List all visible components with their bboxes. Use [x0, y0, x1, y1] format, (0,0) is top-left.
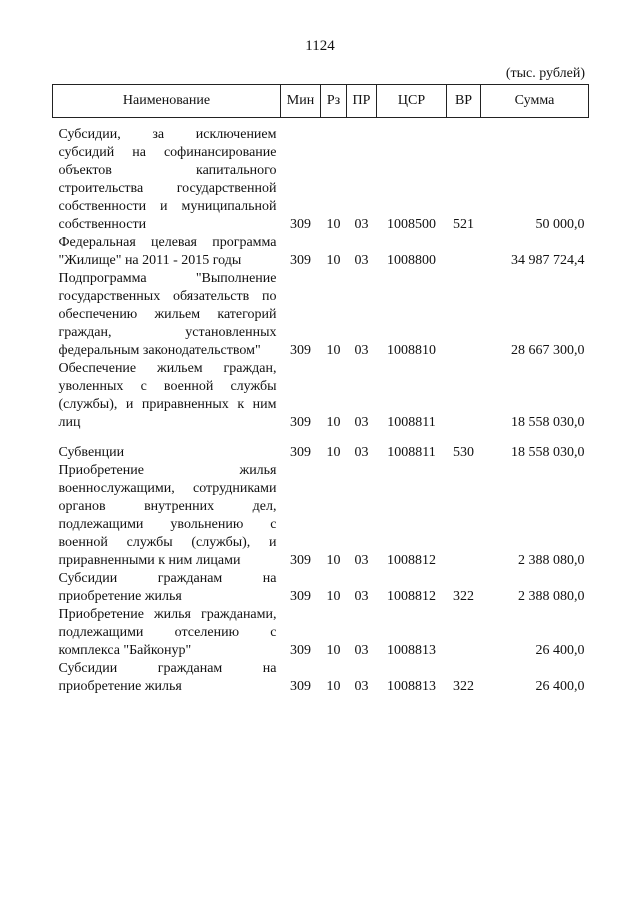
- cell-sum: 2 388 080,0: [518, 589, 585, 604]
- cell-min: 309: [290, 343, 311, 358]
- cell-pr: 03: [354, 445, 369, 460]
- header-min: Мин: [281, 85, 321, 118]
- cell-min: 309: [290, 589, 311, 604]
- cell-vr: 322: [453, 679, 474, 694]
- header-vr: ВР: [447, 85, 481, 118]
- cell-pr: 03: [354, 553, 369, 568]
- cell-csr: 1008810: [387, 343, 436, 358]
- cell-sum: 34 987 724,4: [511, 253, 585, 268]
- table-row: [53, 432, 589, 462]
- cell-name: Субвенции: [58, 445, 125, 460]
- header-rz: Рз: [321, 85, 347, 118]
- cell-vr: 530: [453, 445, 474, 460]
- cell-name: Субсидии, за исключением субсидий на софинансирование объектов капитального строительства государственной собственности и муниципальной собственности: [58, 127, 277, 232]
- cell-pr: 03: [354, 253, 369, 268]
- cell-pr: 03: [354, 589, 369, 604]
- cell-name: Приобретение жилья гражданами, подлежащими отселению с комплекса "Байконур": [58, 607, 277, 658]
- cell-sum: 2 388 080,0: [518, 553, 585, 568]
- cell-name: Обеспечение жильем граждан, уволенных с военной службы (службы), и приравненных к ним лиц: [58, 361, 277, 430]
- cell-csr: 1008812: [387, 553, 436, 568]
- cell-sum: 50 000,0: [535, 217, 585, 232]
- cell-vr: [447, 360, 481, 432]
- table-header-row: [53, 85, 589, 118]
- cell-csr: 1008800: [387, 253, 436, 268]
- table-row: [53, 606, 589, 660]
- cell-rz: 10: [326, 217, 341, 232]
- table-row: [53, 660, 589, 696]
- cell-sum: 28 667 300,0: [511, 343, 585, 358]
- cell-vr: [447, 606, 481, 660]
- cell-rz: 10: [326, 415, 341, 430]
- table-row: [53, 270, 589, 360]
- table-row: [53, 360, 589, 432]
- header-csr: ЦСР: [377, 85, 447, 118]
- cell-csr: 1008811: [387, 445, 436, 460]
- cell-pr: 03: [354, 217, 369, 232]
- cell-pr: 03: [354, 415, 369, 430]
- cell-vr: [447, 234, 481, 270]
- cell-vr: [447, 462, 481, 570]
- cell-rz: 10: [326, 445, 341, 460]
- cell-pr: 03: [354, 343, 369, 358]
- cell-rz: 10: [326, 643, 341, 658]
- cell-name: Субсидии гражданам на приобретение жилья: [58, 571, 277, 604]
- cell-sum: 18 558 030,0: [511, 415, 585, 430]
- cell-rz: 10: [326, 343, 341, 358]
- table-row: [53, 234, 589, 270]
- page-number: 1124: [305, 38, 335, 54]
- cell-csr: 1008812: [387, 589, 436, 604]
- cell-vr: [447, 270, 481, 360]
- table-row: [53, 462, 589, 570]
- cell-rz: 10: [326, 553, 341, 568]
- cell-rz: 10: [326, 679, 341, 694]
- cell-min: 309: [290, 217, 311, 232]
- cell-name: Приобретение жилья военнослужащими, сотрудниками органов внутренних дел, подлежащими увольнению с военной службы (службы), и приравненными к ним лицами: [58, 463, 277, 568]
- header-name: Наименование: [53, 85, 281, 118]
- cell-csr: 1008811: [387, 415, 436, 430]
- table-row: [53, 118, 589, 235]
- cell-name: Субсидии гражданам на приобретение жилья: [58, 661, 277, 694]
- cell-min: 309: [290, 643, 311, 658]
- cell-min: 309: [290, 553, 311, 568]
- cell-vr: 521: [453, 217, 474, 232]
- units-label: (тыс. рублей): [505, 66, 585, 81]
- cell-rz: 10: [326, 253, 341, 268]
- cell-sum: 18 558 030,0: [511, 445, 585, 460]
- cell-pr: 03: [354, 679, 369, 694]
- header-pr: ПР: [347, 85, 377, 118]
- cell-sum: 26 400,0: [535, 679, 585, 694]
- header-sum: Сумма: [481, 85, 589, 118]
- cell-min: 309: [290, 445, 311, 460]
- cell-csr: 1008813: [387, 643, 436, 658]
- cell-csr: 1008500: [387, 217, 436, 232]
- cell-min: 309: [290, 679, 311, 694]
- cell-pr: 03: [354, 643, 369, 658]
- cell-min: 309: [290, 253, 311, 268]
- cell-csr: 1008813: [387, 679, 436, 694]
- budget-table: [52, 84, 589, 696]
- cell-vr: 322: [453, 589, 474, 604]
- cell-rz: 10: [326, 589, 341, 604]
- cell-min: 309: [290, 415, 311, 430]
- table-row: [53, 570, 589, 606]
- cell-sum: 26 400,0: [535, 643, 585, 658]
- cell-name: Федеральная целевая программа "Жилище" на 2011 - 2015 годы: [58, 235, 277, 268]
- cell-name: Подпрограмма "Выполнение государственных обязательств по обеспечению жильем категорий граждан, установленных федеральным законодательством": [58, 271, 277, 358]
